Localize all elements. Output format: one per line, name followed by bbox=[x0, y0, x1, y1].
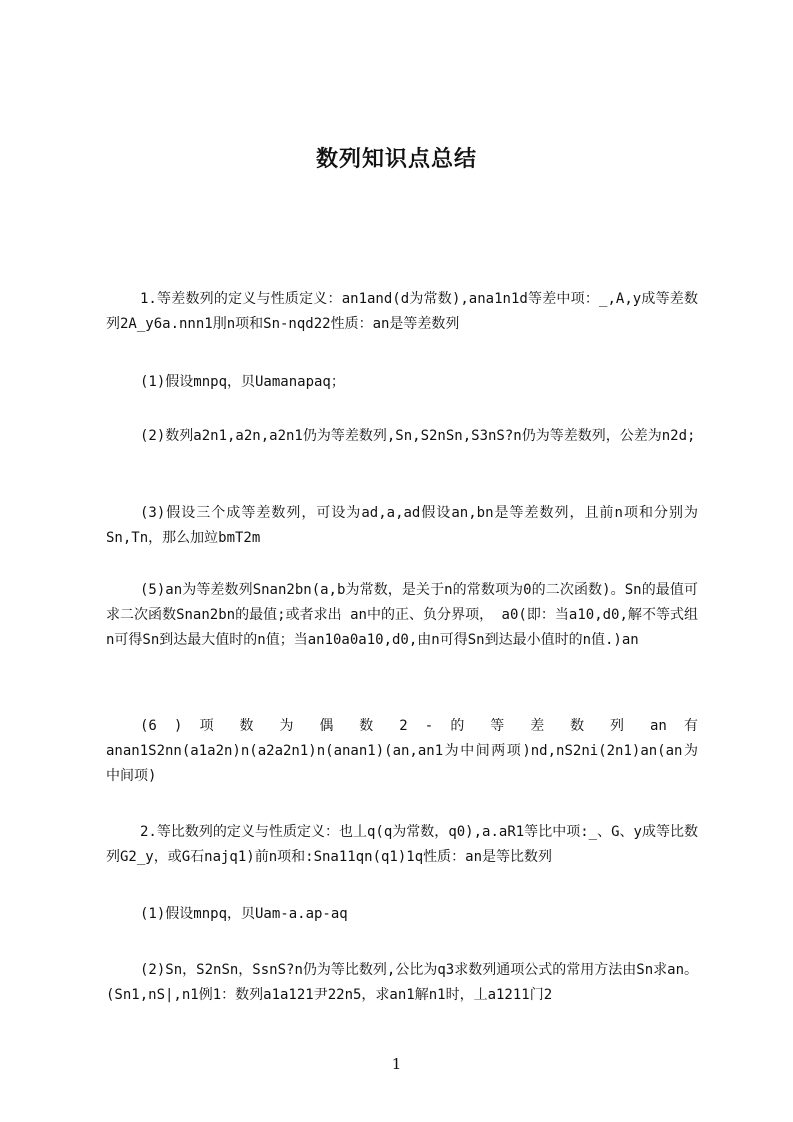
page-number: 1 bbox=[391, 1055, 402, 1073]
paragraph-property-6: (6 ) 项 数 为 偶 数 2 - 的 等 差 数 列 an 有 anan1S2nn(a1a2n)n(a2a2n1)n(anan1)(an,an1为中间两项)nd,nS2ni(2n1)an(an为中间项) bbox=[106, 718, 698, 784]
paragraph-arithmetic-definition: 1.等差数列的定义与性质定义：an1and(d为常数),ana1n1d等差中项：_,A,y成等差数列2A_y6a.nnn1刖n项和Sn-nqd22性质：an是等差数列 bbox=[106, 291, 698, 332]
paragraph-property-1: (1)假设mnpq，贝Uamanapaq； bbox=[140, 374, 345, 390]
paragraph-geometric-property-2: (2)Sn，S2nSn，SsnS?n仍为等比数列,公比为q3求数列通项公式的常用方法由Sn求an。(Sn1,nS|,n1例1：数列a1a121尹22n5，求an1解n1时，丄a1211门2 bbox=[106, 962, 698, 1003]
paragraph-property-2: (2)数列a2n1,a2n,a2n1仍为等差数列,Sn,S2nSn,S3nS?n仍为等差数列，公差为n2d; bbox=[140, 428, 696, 444]
page-title: 数列知识点总结 bbox=[315, 147, 477, 172]
paragraph-geometric-property-1: (1)假设mnpq，贝Uam-a.ap-aq bbox=[140, 906, 348, 922]
paragraph-property-3: (3)假设三个成等差数列，可设为ad,a,ad假设an,bn是等差数列，且前n项和分别为Sn,Tn，那么加竝bmT2m bbox=[106, 505, 698, 546]
paragraph-property-5: (5)an为等差数列Snan2bn(a,b为常数，是关于n的常数项为0的二次函数)。Sn的最值可求二次函数Snan2bn的最值;或者求出 an中的正、负分界项， a0(即：当a10,d0,解不等式组n可得Sn到达最大值时的n值；当an10a0a10,d0,由n可得Sn到达最小值时的n值.)an bbox=[106, 582, 698, 648]
paragraph-geometric-definition: 2.等比数列的定义与性质定义：也丄q(q为常数，q0),a.aR1等比中项:_、G、y成等比数列G2_y，或G石najq1)前n项和:Sna11qn(q1)1q性质：an是等比数列 bbox=[106, 824, 698, 865]
